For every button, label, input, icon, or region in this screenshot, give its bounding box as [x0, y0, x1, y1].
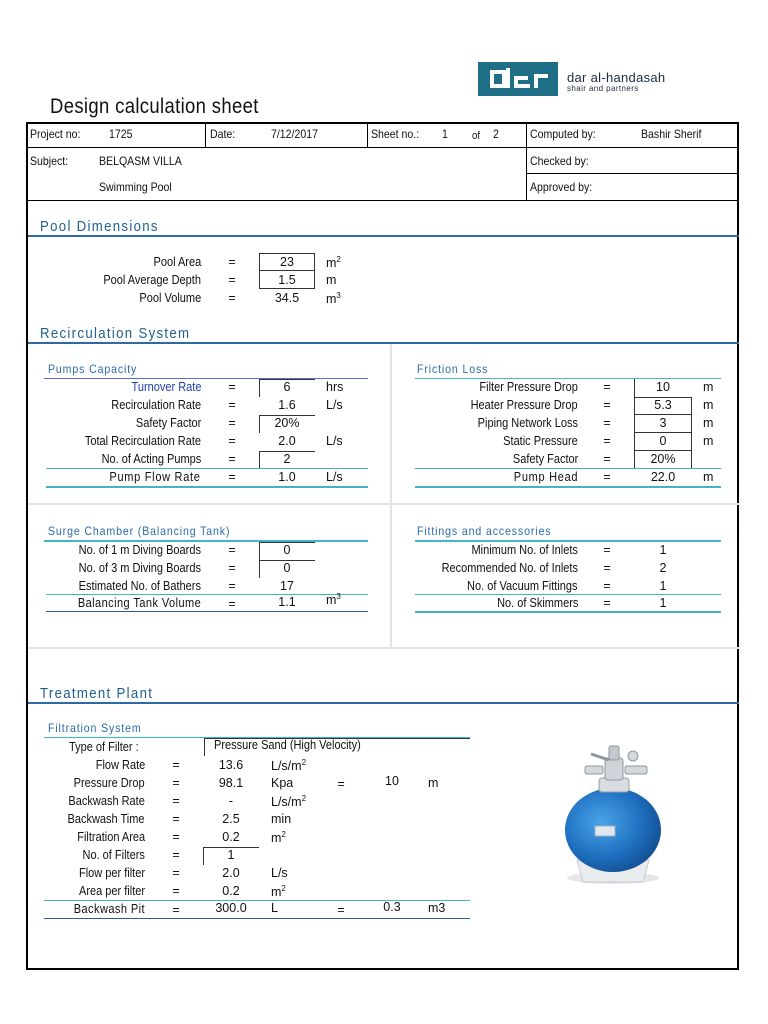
turnover-rate-unit: hrs — [326, 380, 344, 394]
total-recirculation-unit: L/s — [326, 434, 343, 448]
skimmers-value: 1 — [659, 596, 667, 610]
backwash-pit-cubic-value: 0.3 — [383, 900, 401, 914]
equals-sign: = — [228, 291, 236, 305]
equals-sign: = — [603, 470, 611, 484]
pool-volume-label: Pool Volume — [139, 291, 201, 305]
safety-factor-label: Safety Factor — [135, 416, 201, 430]
equals-sign: = — [228, 579, 236, 593]
section-rule — [28, 342, 739, 344]
estimated-bathers-label: Estimated No. of Bathers — [78, 579, 201, 593]
equals-sign: = — [172, 848, 180, 862]
equals-sign: = — [603, 380, 611, 394]
one-m-diving-boards-label: No. of 1 m Diving Boards — [78, 543, 201, 557]
backwash-pit-label: Backwash Pit — [73, 902, 145, 916]
filtration-area-label: Filtration Area — [77, 830, 145, 844]
equals-sign: = — [603, 561, 611, 575]
pump-flow-rate-value: 1.0 — [278, 470, 296, 484]
friction-safety-factor-value: 20% — [650, 452, 676, 466]
equals-sign: = — [228, 416, 236, 430]
pressure-drop-meters-unit: m — [428, 776, 439, 790]
equals-sign: = — [228, 597, 236, 611]
equals-sign: = — [603, 543, 611, 557]
header-divider — [526, 122, 527, 200]
equals-sign: = — [337, 777, 345, 791]
heater-pressure-drop-unit: m — [703, 398, 714, 412]
pool-volume-value: 34.5 — [274, 291, 300, 305]
subsection-rule — [46, 611, 368, 612]
flow-per-filter-unit: L/s — [271, 866, 288, 880]
pump-head-unit: m — [703, 470, 714, 484]
pool-area-value: 23 — [280, 255, 294, 269]
pool-depth-label: Pool Average Depth — [103, 273, 201, 287]
project-number: 1725 — [109, 127, 133, 141]
equals-sign: = — [172, 884, 180, 898]
page-title: Design calculation sheet — [50, 95, 259, 118]
recommended-inlets-value: 2 — [659, 561, 667, 575]
equals-sign: = — [603, 596, 611, 610]
vacuum-fittings-value: 1 — [659, 579, 667, 593]
teal-rule — [415, 594, 721, 595]
equals-sign: = — [603, 398, 611, 412]
header-rule — [26, 200, 739, 201]
pool-depth-unit: m — [326, 273, 337, 287]
filter-type-value: Pressure Sand (High Velocity) — [214, 738, 361, 752]
equals-sign: = — [603, 416, 611, 430]
vacuum-fittings-label: No. of Vacuum Fittings — [467, 579, 578, 593]
equals-sign: = — [228, 470, 236, 484]
backwash-rate-label: Backwash Rate — [68, 794, 145, 808]
static-pressure-unit: m — [703, 434, 714, 448]
min-inlets-label: Minimum No. of Inlets — [471, 543, 578, 557]
treatment-plant-title: Treatment Plant — [40, 685, 154, 702]
static-pressure-value: 0 — [659, 434, 667, 448]
safety-factor-value: 20% — [274, 416, 300, 430]
sheet-number: 1 — [442, 127, 448, 141]
pump-flow-rate-label: Pump Flow Rate — [109, 470, 201, 484]
pool-dimensions-title: Pool Dimensions — [40, 218, 159, 235]
area-per-filter-unit: $m^2$ — [271, 884, 286, 900]
equals-sign: = — [172, 830, 180, 844]
section-rule — [28, 235, 739, 237]
pool-area-label: Pool Area — [153, 255, 201, 269]
flow-rate-unit: $L/s/m^2$ — [271, 758, 307, 774]
pool-depth-value: 1.5 — [278, 273, 296, 287]
computed-label: Computed by: — [530, 127, 596, 141]
balancing-tank-volume-value: 1.1 — [278, 595, 296, 609]
area-per-filter-value: 0.2 — [222, 884, 240, 898]
filter-pressure-drop-label: Filter Pressure Drop — [479, 380, 578, 394]
subsection-rule — [44, 378, 368, 379]
section-rule — [28, 702, 739, 704]
balancing-tank-volume-label: Balancing Tank Volume — [77, 596, 201, 610]
static-pressure-label: Static Pressure — [503, 434, 578, 448]
equals-sign: = — [172, 776, 180, 790]
backwash-pit-unit: L — [271, 901, 278, 915]
subject-label: Subject: — [30, 154, 69, 168]
piping-network-loss-value: 3 — [659, 416, 667, 430]
surge-chamber-title: Surge Chamber (Balancing Tank) — [48, 524, 231, 538]
company-logo-mark — [478, 62, 558, 96]
turnover-rate-label: Turnover Rate — [131, 380, 201, 394]
equals-sign: = — [603, 452, 611, 466]
date-label: Date: — [210, 127, 236, 141]
number-of-filters-label: No. of Filters — [82, 848, 145, 862]
recirculation-rate-label: Recirculation Rate — [111, 398, 201, 412]
teal-rule — [415, 378, 721, 379]
flow-rate-label: Flow Rate — [95, 758, 145, 772]
equals-sign: = — [172, 758, 180, 772]
panel-divider — [28, 503, 739, 505]
pressure-drop-unit: Kpa — [271, 776, 294, 790]
total-recirculation-label: Total Recirculation Rate — [84, 434, 201, 448]
area-per-filter-label: Area per filter — [78, 884, 145, 898]
equals-sign: = — [228, 543, 236, 557]
equals-sign: = — [172, 812, 180, 826]
balancing-tank-volume-unit: $m^3$ — [326, 592, 341, 608]
teal-rule — [46, 486, 368, 488]
pumps-capacity-title: Pumps Capacity — [48, 362, 138, 376]
company-name: dar al-handasah — [567, 70, 666, 85]
recirculation-title: Recirculation System — [40, 325, 191, 342]
pump-head-value: 22.0 — [650, 470, 676, 484]
header-rule — [26, 147, 739, 148]
teal-rule — [46, 594, 368, 595]
teal-rule — [415, 486, 721, 488]
backwash-pit-value: 300.0 — [215, 901, 247, 915]
recommended-inlets-label: Recommended No. of Inlets — [441, 561, 578, 575]
teal-rule — [46, 468, 368, 469]
min-inlets-value: 1 — [659, 543, 667, 557]
sheet-label: Sheet no.: — [371, 127, 420, 141]
filtration-system-title: Filtration System — [48, 721, 142, 735]
pump-flow-rate-unit: L/s — [326, 470, 343, 484]
equals-sign: = — [228, 380, 236, 394]
equals-sign: = — [228, 452, 236, 466]
friction-safety-factor-label: Safety Factor — [512, 452, 578, 466]
panel-divider — [28, 647, 739, 649]
equals-sign: = — [228, 561, 236, 575]
backwash-rate-unit: $L/s/m^2$ — [271, 794, 307, 810]
number-of-filters-value: 1 — [227, 848, 235, 862]
sheet-total: 2 — [493, 127, 499, 141]
equals-sign: = — [172, 903, 180, 917]
friction-loss-title: Friction Loss — [417, 362, 489, 376]
date-value: 7/12/2017 — [271, 127, 318, 141]
filter-pressure-drop-unit: m — [703, 380, 714, 394]
panel-divider — [390, 344, 392, 504]
equals-sign: = — [603, 579, 611, 593]
sand-filter-image — [555, 738, 675, 888]
teal-rule — [415, 468, 721, 469]
flow-per-filter-value: 2.0 — [222, 866, 240, 880]
heater-pressure-drop-label: Heater Pressure Drop — [471, 398, 578, 412]
recirculation-rate-unit: L/s — [326, 398, 343, 412]
pool-area-unit: $m^2$ — [326, 255, 341, 271]
equals-sign: = — [228, 273, 236, 287]
project-label: Project no: — [30, 127, 81, 141]
equals-sign: = — [228, 398, 236, 412]
of-label: of — [472, 130, 481, 142]
estimated-bathers-value: 17 — [280, 579, 294, 593]
equals-sign: = — [172, 794, 180, 808]
equals-sign: = — [172, 866, 180, 880]
approved-label: Approved by: — [530, 180, 593, 194]
total-recirculation-value: 2.0 — [278, 434, 296, 448]
flow-per-filter-label: Flow per filter — [78, 866, 145, 880]
filter-pressure-drop-value: 10 — [656, 380, 670, 394]
heater-pressure-drop-value: 5.3 — [654, 398, 672, 412]
three-m-diving-boards-value: 0 — [283, 561, 291, 575]
header-divider — [367, 122, 368, 147]
equals-sign: = — [228, 255, 236, 269]
equals-sign: = — [337, 903, 345, 917]
subsection-rule — [44, 918, 470, 919]
flow-rate-value: 13.6 — [218, 758, 244, 772]
subject-line-2: Swimming Pool — [99, 180, 172, 194]
teal-rule — [415, 611, 721, 613]
backwash-time-unit: min — [271, 812, 292, 826]
filtration-area-value: 0.2 — [222, 830, 240, 844]
skimmers-label: No. of Skimmers — [496, 596, 578, 610]
backwash-time-value: 2.5 — [222, 812, 240, 826]
header-divider — [205, 122, 206, 147]
recirculation-rate-value: 1.6 — [278, 398, 296, 412]
header-rule — [526, 173, 739, 174]
computed-by: Bashir Sherif — [641, 127, 702, 141]
pool-volume-unit: $m^3$ — [326, 291, 341, 307]
backwash-time-label: Backwash Time — [67, 812, 145, 826]
company-subtitle: shair and partners — [567, 84, 639, 93]
equals-sign: = — [603, 434, 611, 448]
equals-sign: = — [228, 434, 236, 448]
panel-divider — [390, 505, 392, 648]
piping-network-loss-unit: m — [703, 416, 714, 430]
acting-pumps-value: 2 — [283, 452, 291, 466]
one-m-diving-boards-value: 0 — [283, 543, 291, 557]
pressure-drop-label: Pressure Drop — [74, 776, 145, 790]
pressure-drop-meters-value: 10 — [385, 774, 399, 788]
fittings-title: Fittings and accessories — [417, 524, 552, 538]
filtration-area-unit: $m^2$ — [271, 830, 286, 846]
three-m-diving-boards-label: No. of 3 m Diving Boards — [78, 561, 201, 575]
filter-type-label: Type of Filter : — [69, 740, 139, 754]
teal-rule — [44, 540, 368, 542]
piping-network-loss-label: Piping Network Loss — [477, 416, 578, 430]
backwash-rate-value: - — [228, 794, 234, 808]
acting-pumps-label: No. of Acting Pumps — [101, 452, 201, 466]
turnover-rate-value: 6 — [283, 380, 291, 394]
pressure-drop-value: 98.1 — [218, 776, 244, 790]
checked-label: Checked by: — [530, 154, 589, 168]
subject-line-1: BELQASM VILLA — [99, 154, 182, 168]
pump-head-label: Pump Head — [513, 470, 578, 484]
teal-rule — [415, 540, 721, 542]
backwash-pit-cubic-unit: m3 — [428, 901, 446, 915]
